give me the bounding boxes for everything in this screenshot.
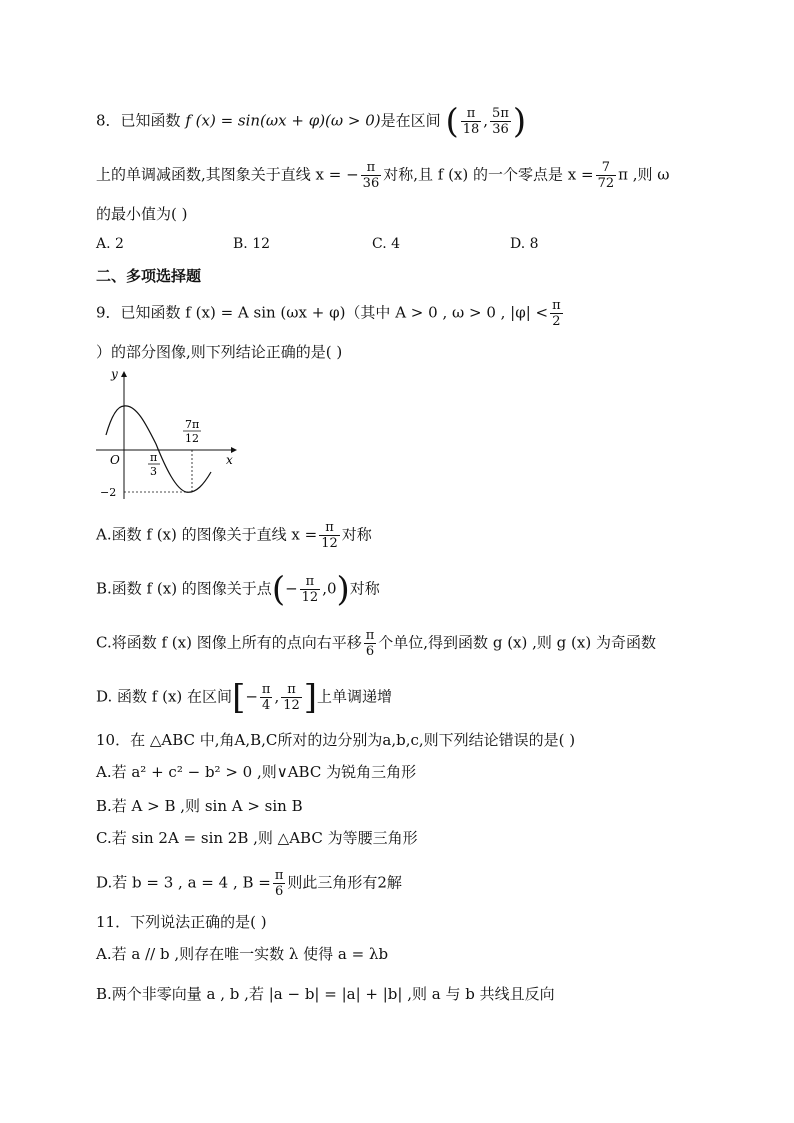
tick-7pi12-num: 7π: [185, 418, 200, 431]
fraction: $\frac{5\pi}{36}$: [492, 106, 509, 137]
q11-option-b: B.两个非零向量 a , b ,若 |a − b| = |a| + |b| ,则 a 与 b 共线且反向: [96, 985, 555, 1003]
x-label: x: [226, 453, 233, 467]
q10-option-d: D.若 b = 3 , a = 4 , B = $\frac{\pi}{6}$ 则此三角形有2解: [96, 868, 402, 899]
paren-right: ): [512, 101, 527, 142]
q9-line1: [96, 298, 565, 329]
q8-text: π ,则 ω: [618, 165, 670, 184]
fraction: $\frac{\pi}{2}$: [552, 298, 561, 329]
q8-function: f (x) = sin(ωx + φ)(ω > 0): [185, 111, 381, 130]
sine-graph: [96, 364, 246, 504]
tick-7pi12-den: 12: [185, 432, 199, 445]
q9-option-a: A.函数 f (x) 的图像关于直线 x = $\frac{\pi}{12}$ 对称: [96, 520, 372, 551]
q9-option-b: B.函数 f (x) 的图像关于点(− $\frac{\pi}{12}$ ,0)对称: [96, 569, 380, 610]
q8-text: 对称,且 f (x) 的一个零点是 x =: [383, 165, 594, 184]
tick-pi3-num: π: [150, 451, 158, 464]
q10-option-c: C.若 sin 2A = sin 2B ,则 △ABC 为等腰三角形: [96, 829, 418, 847]
tick-pi3-den: 3: [150, 465, 157, 478]
fraction: $\frac{7}{72}$: [597, 160, 615, 191]
q9-line2: ）的部分图像,则下列结论正确的是( ): [96, 343, 343, 361]
q8-option-c: C. 4: [372, 236, 401, 252]
q10-option-a: A.若 a² + c² − b² > 0 ,则∨ABC 为锐角三角形: [96, 763, 417, 781]
q9-text: 9．已知函数 f (x) = A sin (ωx + φ)（其中 A > 0 , ω > 0 , |φ| <: [96, 303, 549, 322]
min-label: −2: [100, 486, 117, 499]
q8-option-a: A. 2: [96, 236, 124, 252]
q9-option-d: D. 函数 f (x) 在区间[− $\frac{\pi}{4}$ , $\frac{\pi}{12}$ ]上单调递增: [96, 677, 393, 718]
q8-option-b: B. 12: [233, 236, 271, 252]
q8-line1: 8．已知函数 f (x) = sin(ωx + φ)(ω > 0)是在区间 ( $\frac{\pi}{18}$ , $\frac{5\pi}{36}$ ): [96, 101, 527, 142]
origin-label: O: [110, 453, 120, 467]
q8-line3: 的最小值为( ): [96, 205, 188, 223]
q9-option-c: C.将函数 f (x) 图像上所有的点向右平移 $\frac{\pi}{6}$ 个单位,得到函数 g (x) ,则 g (x) 为奇函数: [96, 628, 656, 659]
section-heading: 二、多项选择题: [96, 267, 202, 285]
q10-stem: 10．在 △ABC 中,角A,B,C所对的边分别为a,b,c,则下列结论错误的是( ): [96, 731, 576, 749]
q8-number: 8．已知函数: [96, 111, 186, 130]
q8-option-d: D. 8: [510, 236, 539, 252]
fraction: $\frac{\pi}{18}$: [462, 106, 480, 137]
q11-option-a: A.若 a // b ,则存在唯一实数 λ 使得 a = λb: [96, 945, 389, 963]
paren-left: (: [445, 101, 459, 142]
q10-option-b: B.若 A > B ,则 sin A > sin B: [96, 797, 303, 815]
q8-text: 是在区间: [380, 111, 441, 130]
y-label: y: [111, 367, 118, 381]
q8-text: 上的单调减函数,其图象关于直线 x = −: [96, 165, 359, 184]
q8-line2: [96, 160, 670, 191]
fraction: $\frac{\pi}{36}$: [362, 160, 380, 191]
q11-stem: 11．下列说法正确的是( ): [96, 913, 267, 931]
